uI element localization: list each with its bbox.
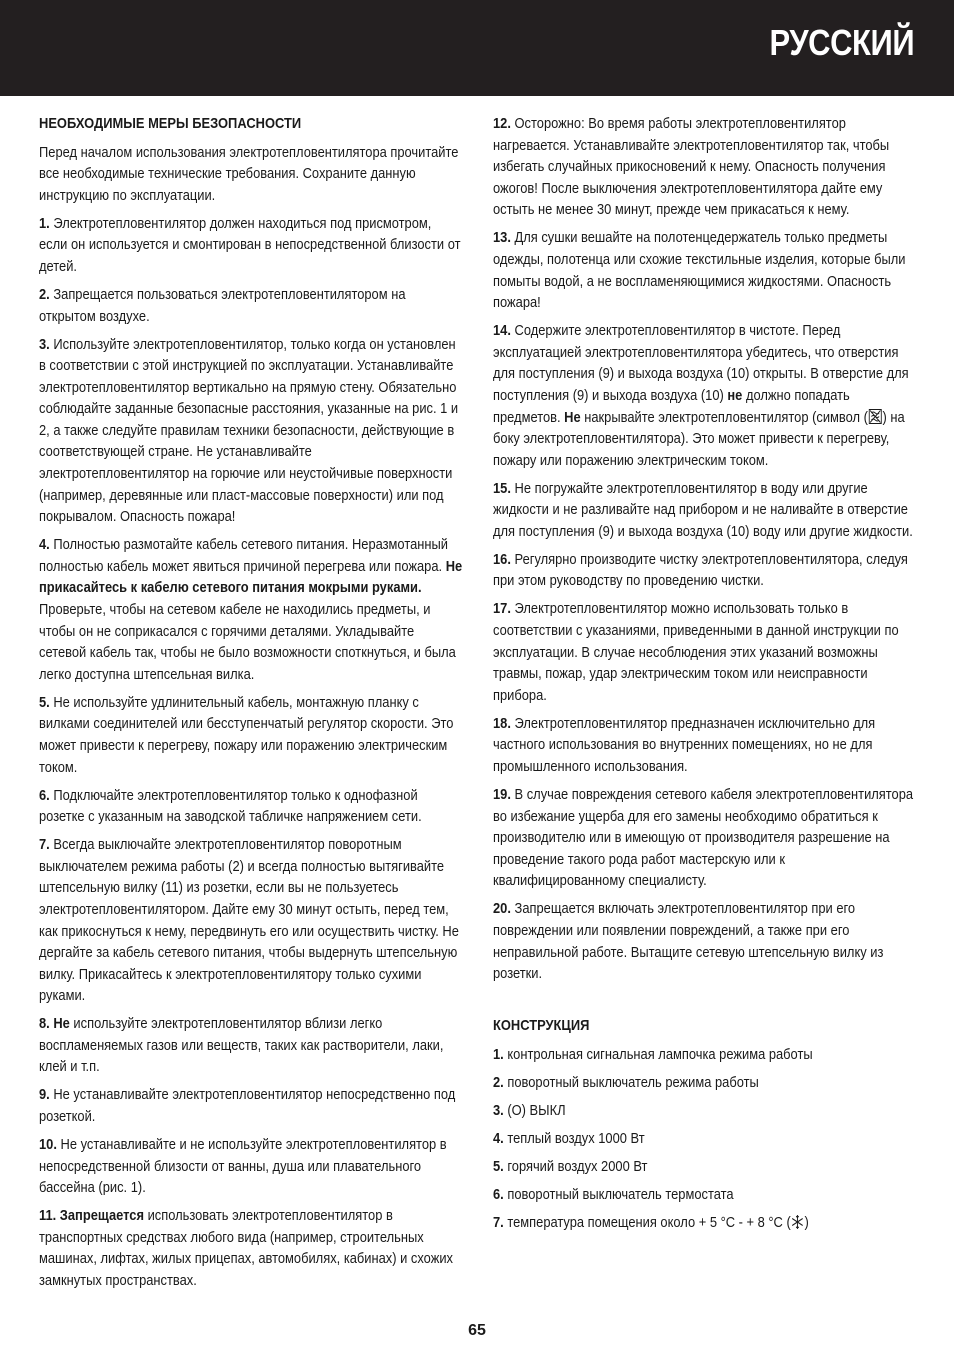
safety-item-11: 11. Запрещается использовать электротепловентилятор в транспортных средствах любого вида (например, строительных машинах, лифтах, жилых прицепах, автомобилях, кабинах) и схожих замкнутых пространствах. [39, 1207, 454, 1289]
construction-item-4: 4. теплый воздух 1000 Вт [493, 1129, 645, 1147]
safety-item-14: 14. Содержите электротепловентилятор в чистоте. Перед эксплуатацией электротепловентилятора убедитесь, что отверстия для поступления (9) и выхода воздуха (10) открыты. В отверстие для поступления (9) и выхода воздуха (10) не должно попадать предметов. Не накрывайте электротепловентилятор (символ ( ) на боку электротепловентилятора). Это может привести к перегреву, пожару или поражению электрическим током. [493, 322, 909, 469]
safety-item-1: 1. Электротепловентилятор должен находиться под присмотром, если он используется и смонтирован в непосредственной близости от детей. [39, 214, 461, 275]
construction-item-2: 2. поворотный выключатель режима работы [493, 1073, 759, 1091]
safety-item-19: 19. В случае повреждения сетевого кабеля электротепловентилятора во избежание ущерба для его замены необходимо обратиться к производителю или в имеющую от производителя разрешение на проведение такого рода работ мастерскую или к квалифицированному специалисту. [493, 785, 914, 890]
construction-item-6: 6. поворотный выключатель термостата [493, 1185, 734, 1203]
safety-item-8: 8. Не используйте электротепловентилятор вблизи легко воспламеняемых газов или веществ, таких как растворители, лаки, клей и т.п. [39, 1015, 444, 1076]
construction-item-3: 3. (О) ВЫКЛ [493, 1101, 566, 1119]
safety-item-6: 6. Подключайте электротепловентилятор только к однофазной розетке с указанным на заводской табличке напряжением сети. [39, 786, 422, 826]
left-column [39, 113, 463, 1298]
safety-item-20: 20. Запрещается включать электротепловентилятор при его повреждении или появлении повреждений, а также при его неправильной работе. Вытащите сетевую штепсельную вилку из розетки. [493, 900, 884, 983]
safety-item-2: 2. Запрещается пользоваться электротепловентилятором на открытом воздухе. [39, 285, 406, 325]
construction-title: КОНСТРУКЦИЯ [493, 1017, 590, 1035]
safety-item-18: 18. Электротепловентилятор предназначен исключительно для частного использования во внутренних помещениях, но не для промышленного использования. [493, 714, 876, 775]
safety-item-4: 4. Полностью размотайте кабель сетевого питания. Неразмотанный полностью кабель может явиться причиной перегрева или пожара. Не прикасайтесь к кабелю сетевого питания мокрыми руками. Проверьте, чтобы на сетевом кабеле не находились предметы, и чтобы он не соприкасался с горячими деталями. Укладывайте сетевой кабель так, чтобы не было возможности споткнуться, и была легко доступна штепсельная вилка. [39, 536, 463, 683]
safety-item-9: 9. Не устанавливайте электротепловентилятор непосредственно под розеткой. [39, 1086, 456, 1126]
safety-item-15: 15. Не погружайте электротепловентилятор в воду или другие жидкости и не разливайте над прибором и не наливайте в отверстие для поступления (9) и выхода воздуха (10) воду или другие жидкости. [493, 479, 913, 540]
safety-item-10: 10. Не устанавливайте и не используйте электротепловентилятор в непосредственной близости от ванны, душа или плавательного бассейна (рис. 1). [39, 1136, 447, 1197]
safety-item-17: 17. Электротепловентилятор можно использовать только в соответствии с указаниями, приведенными в данной инструкции по эксплуатации. В случае несоблюдения этих указаний возможны травмы, пожар, удар электрическим током или неисправности прибора. [493, 600, 899, 704]
construction-item-1: 1. контрольная сигнальная лампочка режима работы [493, 1045, 813, 1063]
page-number: 65 [468, 1322, 486, 1339]
language-title: РУССКИЙ [769, 22, 914, 63]
page-header [0, 0, 954, 96]
safety-intro: Перед началом использования электротепловентилятора прочитайте все необходимые технические требования. Сохраните данную инструкцию по эксплуатации. [39, 143, 459, 204]
safety-item-5: 5. Не используйте удлинительный кабель, монтажную планку с вилками соединителей или бесступенчатый регулятор скорости. Это может привести к перегреву, пожару или поражению электрическим током. [39, 693, 454, 776]
snowflake-icon [791, 1214, 805, 1237]
safety-item-3: 3. Используйте электротепловентилятор, только когда он установлен в соответствии с этой инструкцией по эксплуатации. Устанавливайте электротепловентилятор вертикально на прямую стену. Обязательно соблюдайте заданные безопасные расстояния, указанные на рис. 1 и 2, а также следуйте правилам техники безопасности, действующие в соответствующей стране. Не устанавливайте электротепловентилятор на горючие или неустойчивые поверхности (например, деревянные или пласт-массовые поверхности) или под покрывалом. Опасность пожара! [39, 335, 459, 526]
safety-item-13: 13. Для сушки вешайте на полотенцедержатель только предметы одежды, полотенца или схожие текстильные изделия, которые были помыты водой, а не воспламеняющимися жидкостями. Опасность пожара! [493, 229, 906, 312]
do-not-cover-icon [869, 409, 882, 424]
safety-item-16: 16. Регулярно производите чистку электротепловентилятора, следуя при этом руководству по проведению чистки. [493, 550, 908, 590]
safety-title: НЕОБХОДИМЫЕ МЕРЫ БЕЗОПАСНОСТИ [39, 115, 302, 132]
construction-item-7: 7. температура помещения около + 5 °C - + 8 °C ( ) [493, 1212, 917, 1237]
safety-item-12: 12. Осторожно: Во время работы электротепловентилятор нагревается. Устанавливайте электротепловентилятор так, чтобы избегать случайных прикосновений к нему. Опасность получения ожогов! После выключения электротепловентилятора дайте ему остыть не менее 30 минут, прежде чем прикасаться к нему. [493, 115, 890, 219]
safety-item-7: 7. Всегда выключайте электротепловентилятор поворотным выключателем режима работы (2) и всегда полностью вытягивайте штепсельную вилку (11) из розетки, если вы не пользуетесь электротепловентилятором. Дайте ему 30 минут остыть, перед тем, как прикоснуться к нему, передвинуть его или осуществить чистку. Не дергайте за кабель сетевого питания, чтобы выдернуть штепсельную вилку. Прикасайтесь к электротепловентилятору только сухими руками. [39, 836, 459, 1005]
right-column [493, 113, 917, 1243]
construction-item-5: 5. горячий воздух 2000 Вт [493, 1157, 648, 1175]
